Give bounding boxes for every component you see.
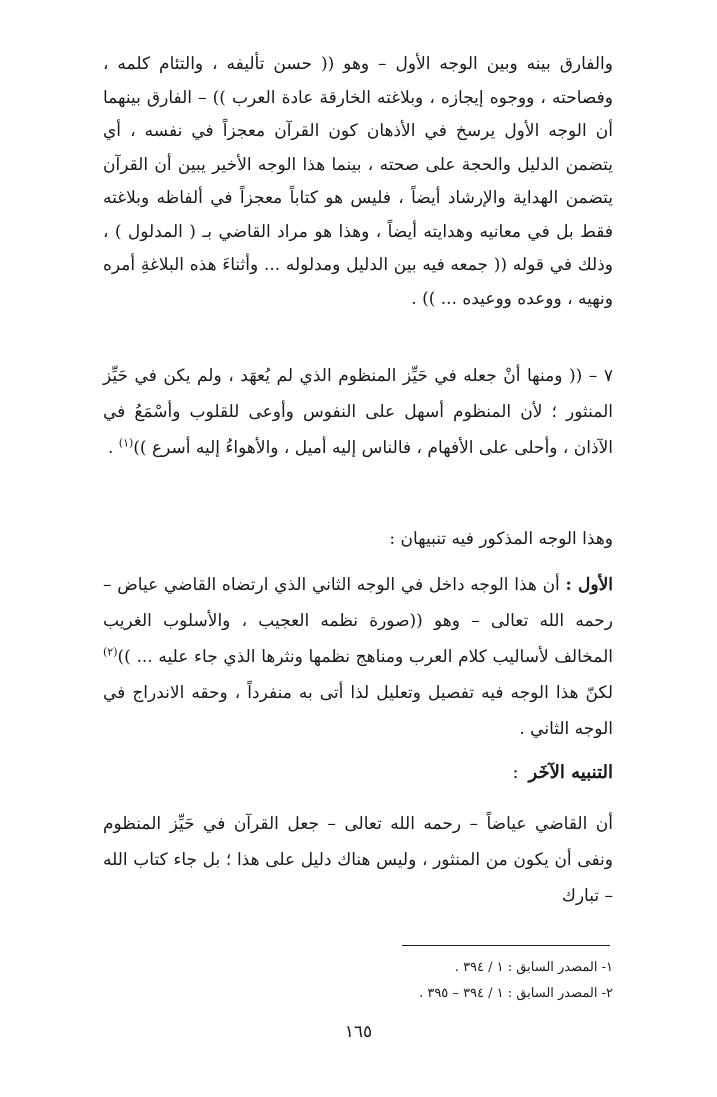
page-number: ١٦٥ <box>344 1022 373 1042</box>
body-paragraph-seventh-aspect <box>103 358 613 466</box>
body-paragraph-second-note: أن القاضي عياضاً – رحمه الله تعالى – جعل القرآن في حَيِّز المنظوم ونفى أن يكون من المنثور ، وليس هناك دليل على هذا ؛ بل جاء كتاب الله – تبارك <box>103 814 613 906</box>
footnote-2: ٢- المصدر السابق : ١ / ٣٩٤ – ٣٩٥ . <box>419 986 613 1001</box>
body-paragraph-two-notes-intro: وهذا الوجه المذكور فيه تنبيهان : <box>389 529 613 549</box>
body-paragraph-comparison: والفارق بينه وبين الوجه الأول – وهو (( حسن تأليفه ، والتئام كلمه ، وفصاحته ، ووجوه إيجازه ، وبلاغته الخارقة عادة العرب )) – الفارق بينهما أن الوجه الأول يرسخ في الأذهان كون القرآن معجزاً في نفسه ، أي يتضمن الدليل والحجة على صحته ، بينما هذا الوجه الأخير يبين أن القرآن يتضمن الهداية والإرشاد أيضاً ، فليس هو كتاباً معجزاً في ألفاظه وبلاغته فقط بل في معانيه وهدايته أيضاً ، وهذا هو مراد القاضي بـ ( المدلول ) ، وذلك في قوله (( جمعه فيه بين الدليل ومدلوله ... وأثناءَ هذه البلاغةِ أمره ونهيه ، ووعده ووعيده ... )) . <box>103 54 613 309</box>
first-note-continuation: لكنّ هذا الوجه فيه تفصيل وتعليل لذا أتى به منفرداً ، وحقه الاندراج في الوجه الثاني . <box>103 683 613 739</box>
footnotes-list <box>103 955 613 1007</box>
second-note-heading-colon: : <box>512 762 519 783</box>
sentence-end: . <box>107 438 119 458</box>
first-note-label: الأول : <box>565 575 613 595</box>
body-paragraph-first-note <box>103 567 613 747</box>
footnote-ref-2[interactable]: (٢) <box>103 645 118 659</box>
first-note-text: أن هذا الوجه داخل في الوجه الثاني الذي ارتضاه القاضي عياض – رحمه الله تعالى – وهو ((صورة نظمه العجيب ، والأسلوب الغريب المخالف لأساليب كلام العرب ومناهج نظمها ونثرها الذي جاء عليه ... )) <box>103 575 613 667</box>
footnote-1: ١- المصدر السابق : ١ / ٣٩٤ . <box>454 960 613 975</box>
quote-text: ٧ – (( ومنها أنْ جعله في حَيِّز المنظوم الذي لم يُعهَد ، ولم يكن في حَيِّز المنثور ؛ لأن المنظوم أسهل على النفوس وأوعى للقلوب وأسْمَعُ في الآذان ، وأحلى على الأفهام ، فالناس إليه أميل ، والأهواءُ إليه أسرع )) <box>103 366 613 458</box>
footnote-separator <box>402 945 610 946</box>
footnote-ref-1[interactable]: (١) <box>118 436 134 450</box>
second-note-heading-text: التنبيه الآخَر <box>528 762 613 783</box>
second-note-heading <box>512 762 613 783</box>
